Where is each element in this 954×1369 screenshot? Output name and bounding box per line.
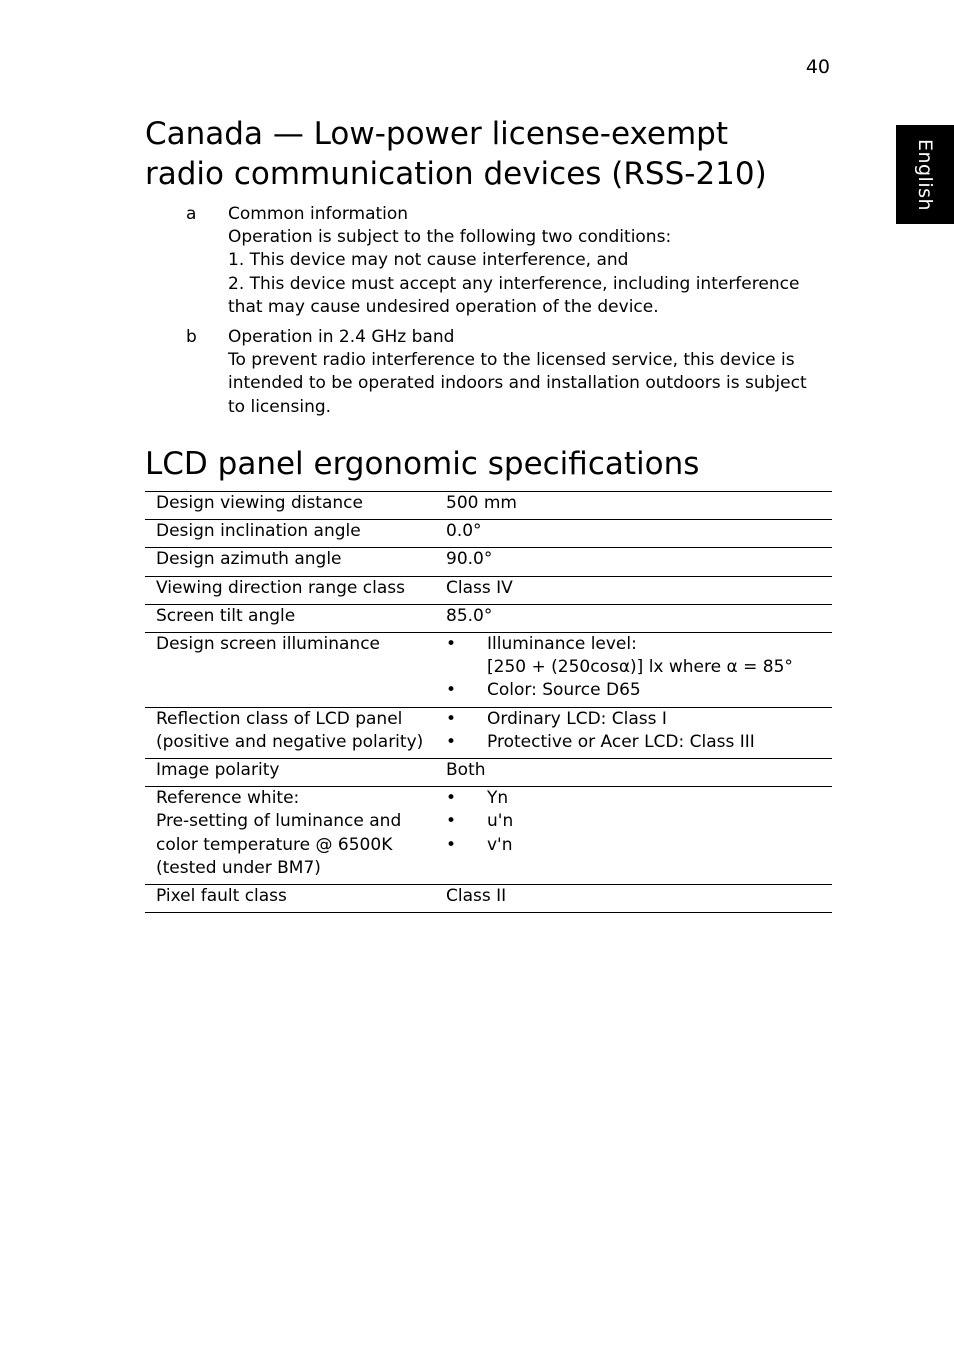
spec-value (446, 787, 832, 885)
spec-label: Design screen illuminance (145, 633, 446, 708)
spec-value: Class II (446, 885, 832, 913)
page-number: 40 (805, 56, 830, 78)
spec-label: Design inclination angle (145, 520, 446, 548)
spec-label: Reflection class of LCD panel (positive and negative polarity) (145, 707, 446, 758)
spec-value: Class IV (446, 576, 832, 604)
table-row (145, 707, 832, 758)
list-line: 2. This device must accept any interference, including interference (228, 273, 800, 294)
bullet-item: • Color: Source D65 (446, 680, 641, 701)
language-tab (896, 125, 954, 224)
list-marker: a (186, 204, 197, 224)
table-row (145, 885, 832, 913)
spec-label: Design viewing distance (145, 492, 446, 520)
spec-label: Screen tilt angle (145, 604, 446, 632)
spec-label: Pixel fault class (145, 885, 446, 913)
list-item-b (186, 326, 836, 419)
table-row (145, 576, 832, 604)
spec-label: Design azimuth angle (145, 548, 446, 576)
spec-value (446, 707, 832, 758)
spec-label: Reference white: Pre-setting of luminance and color temperature @ 6500K (tested under BM7) (145, 787, 446, 885)
section-title-canada (145, 114, 785, 194)
bullet-item: • u'n (446, 811, 514, 832)
spec-value: 0.0° (446, 520, 832, 548)
bullet-item: • Protective or Acer LCD: Class III (446, 731, 755, 752)
language-tab-label: English (914, 138, 936, 211)
spec-value (446, 633, 832, 708)
spec-value: 85.0° (446, 604, 832, 632)
list-line: 1. This device may not cause interference, and (228, 250, 629, 271)
bullet-item: • Illuminance level: [250 + (250cosα)] lx where α = 85° (446, 634, 793, 678)
lcd-specs-table (145, 491, 832, 913)
spec-label: Viewing direction range class (145, 576, 446, 604)
spec-value: 500 mm (446, 492, 832, 520)
list-marker: b (186, 327, 197, 348)
bullet-item: • Ordinary LCD: Class I (446, 708, 667, 729)
table-row (145, 548, 832, 576)
list-line: intended to be operated indoors and installation outdoors is subject (228, 373, 807, 394)
table-row (145, 492, 832, 520)
title-line-2: radio communication devices (RSS-210) (145, 156, 767, 192)
table-row (145, 787, 832, 885)
title-line-1: Canada — Low-power license-exempt (145, 116, 728, 152)
spec-label: Image polarity (145, 759, 446, 787)
table-row (145, 633, 832, 708)
bullet-item: • v'n (446, 834, 513, 855)
bullet-item: • Yn (446, 788, 509, 809)
table-row (145, 604, 832, 632)
spec-value: Both (446, 759, 832, 787)
list-line: To prevent radio interference to the licensed service, this device is (228, 350, 795, 371)
table-row (145, 759, 832, 787)
list-item-a (186, 203, 836, 319)
list-line: Operation in 2.4 GHz band (228, 327, 455, 348)
canada-conditions-list (186, 203, 836, 426)
list-line: to licensing. (228, 396, 332, 417)
table-row (145, 520, 832, 548)
section-title-lcd: LCD panel ergonomic specifications (145, 446, 700, 482)
list-line: Operation is subject to the following two conditions: (228, 227, 672, 248)
list-line: that may cause undesired operation of the device. (228, 296, 659, 317)
list-line: Common information (228, 204, 409, 224)
spec-value: 90.0° (446, 548, 832, 576)
